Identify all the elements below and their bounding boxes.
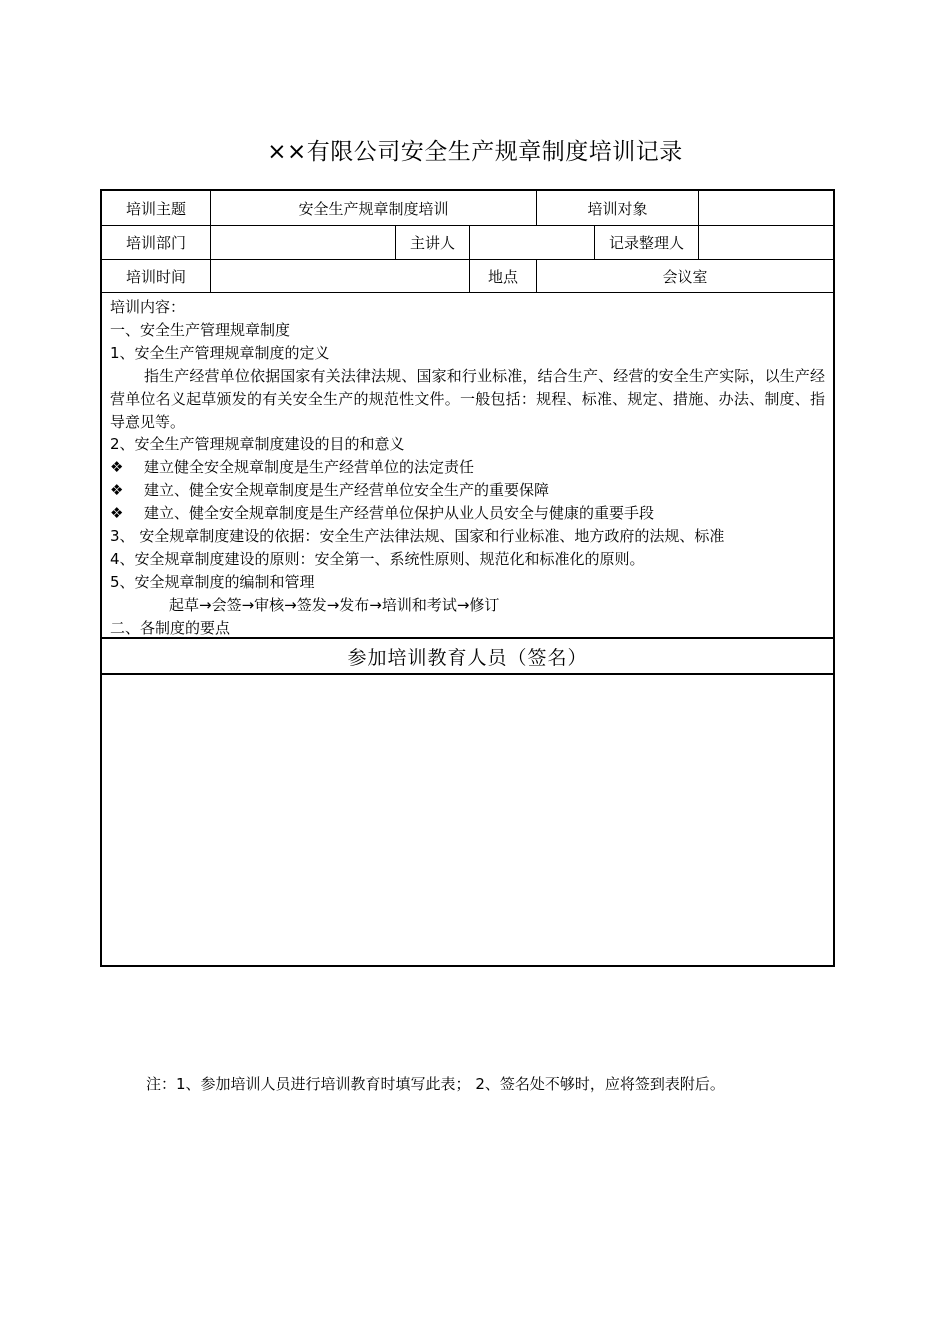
department-value[interactable]: [210, 226, 395, 259]
process-flow: 起草→会签→审核→签发→发布→培训和考试→修订: [169, 595, 500, 614]
footnote: 注：1、参加培训人员进行培训教育时填写此表； 2、签名处不够时，应将签到表附后。: [146, 1075, 725, 1093]
time-label: 培训时间: [125, 267, 186, 286]
row-time: [102, 259, 833, 292]
definition-paragraph: 指生产经营单位依据国家有关法律法规、国家和行业标准，结合生产、经营的安全生产实际，以生产经营单位名义起草颁发的有关安全生产的规范性文件。一般包括：规程、标准、规定、措施、办法、制度、指导意见等。: [110, 366, 825, 431]
section-1-title: 一、安全生产管理规章制度: [110, 320, 291, 339]
speaker-label: 主讲人: [395, 226, 469, 259]
training-content: [102, 292, 833, 637]
bullet-item: [110, 456, 825, 479]
signature-heading: 参加培训教育人员（签名）: [102, 637, 833, 675]
time-value[interactable]: [210, 260, 469, 292]
bullet-item: [110, 479, 825, 502]
row-topic: [102, 191, 833, 225]
item-1-title: 1、安全生产管理规章制度的定义: [110, 343, 330, 362]
location-value[interactable]: 会议室: [536, 260, 833, 292]
section-2-title: 二、各制度的要点: [110, 618, 231, 637]
topic-value[interactable]: 安全生产规章制度培训: [210, 191, 536, 225]
recorder-value[interactable]: [698, 226, 833, 259]
signature-area[interactable]: [102, 675, 833, 965]
audience-value[interactable]: [698, 191, 833, 225]
topic-label: 培训主题: [125, 199, 186, 218]
item-5-title: 5、安全规章制度的编制和管理: [110, 572, 315, 591]
content-heading: 培训内容：: [110, 298, 186, 316]
item-4-text: 4、安全规章制度建设的原则：安全第一、系统性原则、规范化和标准化的原则。: [110, 549, 645, 568]
bullet-diamond-icon: ❖: [110, 504, 124, 523]
bullet-text: 建立健全安全规章制度是生产经营单位的法定责任: [144, 458, 475, 477]
speaker-value[interactable]: [469, 226, 594, 259]
recorder-label: 记录整理人: [594, 226, 698, 259]
audience-label: 培训对象: [536, 191, 698, 225]
item-3-text: 3、 安全规章制度建设的依据：安全生产法律法规、国家和行业标准、地方政府的法规、标准: [110, 527, 725, 546]
location-label: 地点: [469, 260, 536, 292]
department-label: 培训部门: [125, 234, 186, 252]
item-2-title: 2、安全生产管理规章制度建设的目的和意义: [110, 435, 405, 454]
bullet-diamond-icon: ❖: [110, 458, 124, 477]
row-department: [102, 225, 833, 259]
bullet-text: 建立、健全安全规章制度是生产经营单位保护从业人员安全与健康的重要手段: [144, 504, 655, 523]
document-title: ××有限公司安全生产规章制度培训记录: [267, 139, 683, 165]
bullet-diamond-icon: ❖: [110, 481, 124, 500]
training-record-form: [100, 189, 835, 967]
bullet-item: [110, 502, 825, 525]
bullet-text: 建立、健全安全规章制度是生产经营单位安全生产的重要保障: [144, 481, 550, 500]
